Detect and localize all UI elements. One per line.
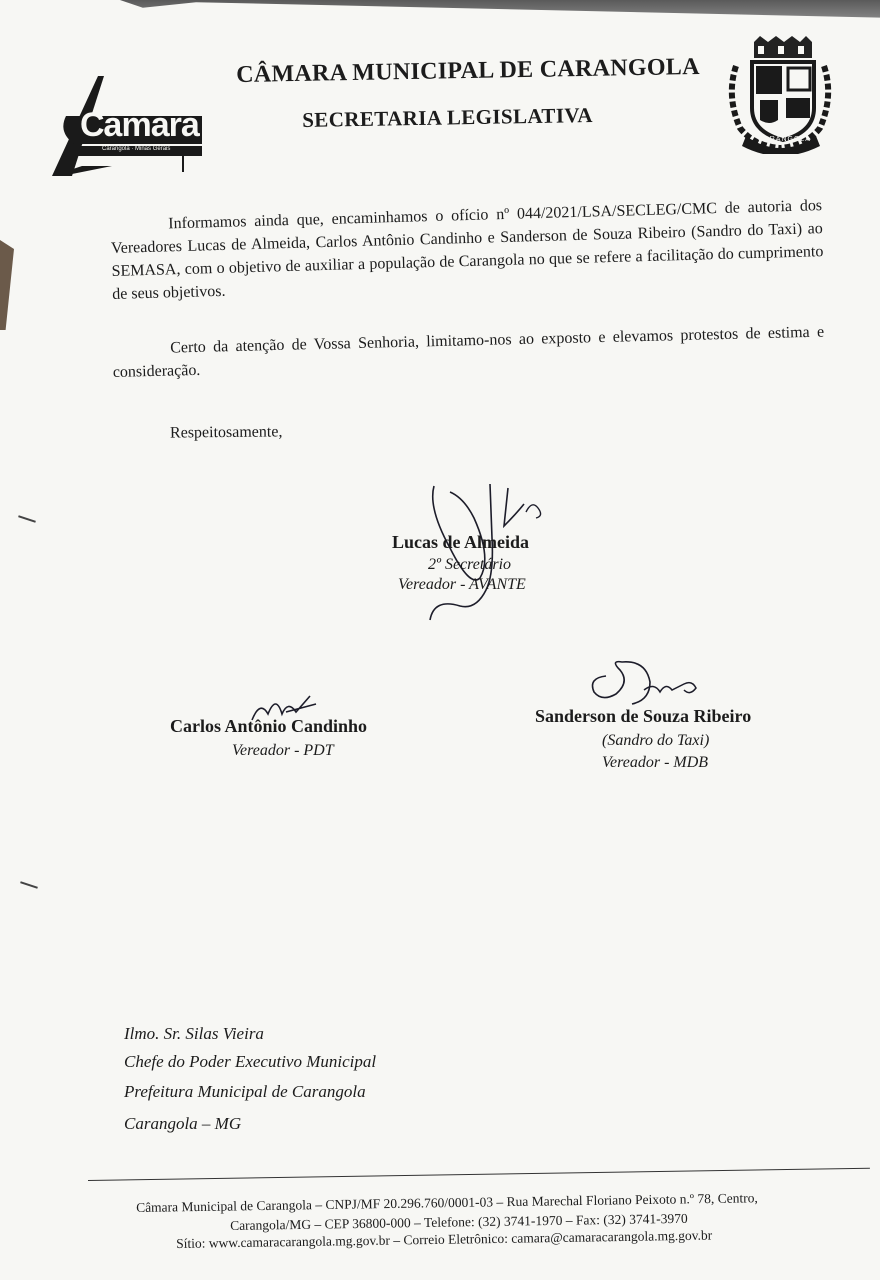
footer-divider (88, 1168, 870, 1181)
signatory-role-lucas: 2º Secretário (428, 556, 512, 573)
page-subtitle: SECRETARIA LEGISLATIVA (302, 102, 594, 132)
recipient-line-2: Chefe do Poder Executivo Municipal (124, 1052, 377, 1071)
body-paragraph-2: Certo da atenção de Vossa Senhoria, limitamo-nos ao exposto e elevamos protestos de estima e consideração. (112, 323, 825, 381)
coat-ribbon-text: CARANGOLA (758, 136, 811, 143)
footer-line-3: Sítio: www.camaracarangola.mg.gov.br – Correio Eletrônico: camara@camaracarangola.mg.gov.br (176, 1227, 713, 1251)
page-fold-shadow (120, 0, 880, 22)
body-paragraph-1: Informamos ainda que, encaminhamos o ofício nº 044/2021/LSA/SECLEG/CMC de autoria dos Vereadores Lucas de Almeida, Carlos Antônio Candinho e Sanderson de Souza Ribeiro (Sandro do Taxi) ao SEMASA, com o objetivo de auxiliar a população de Carangola no que se refere a facilitação do cumprimento de seus objetivos. (110, 197, 824, 303)
signature-lucas (420, 478, 560, 628)
edge-mark (0, 240, 14, 330)
recipient-line-3: Prefeitura Municipal de Carangola (124, 1082, 366, 1101)
signatory-nickname-sanderson: (Sandro do Taxi) (602, 732, 710, 749)
margin-tick (20, 881, 38, 888)
signatory-name-lucas: Lucas de Almeida (392, 532, 530, 552)
margin-tick (18, 515, 36, 522)
coat-of-arms (724, 36, 836, 154)
footer-line-2: Carangola/MG – CEP 36800-000 – Telefone: (32) 3741-1970 – Fax: (32) 3741-3970 (230, 1210, 688, 1233)
signatory-party-carlos: Vereador - PDT (232, 742, 334, 759)
signatory-name-carlos: Carlos Antônio Candinho (170, 716, 368, 736)
signatory-name-sanderson: Sanderson de Souza Ribeiro (535, 706, 752, 726)
logo-wordmark: Câmara (80, 106, 199, 144)
signatory-party-sanderson: Vereador - MDB (602, 754, 709, 771)
recipient-line-4: Carangola – MG (124, 1114, 242, 1133)
logo-tagline: Carangola · Minas Gerais (102, 146, 171, 152)
signatory-party-lucas: Vereador - AVANTE (398, 576, 526, 593)
recipient-line-1: Ilmo. Sr. Silas Vieira (124, 1024, 264, 1043)
footer-line-1: Câmara Municipal de Carangola – CNPJ/MF 20.296.760/0001-03 – Rua Marechal Floriano Peixoto n.º 78, Centro, (136, 1190, 758, 1215)
camara-logo (52, 72, 212, 182)
closing-salutation: Respeitosamente, (169, 423, 283, 442)
page-title: CÂMARA MUNICIPAL DE CARANGOLA (236, 53, 700, 88)
